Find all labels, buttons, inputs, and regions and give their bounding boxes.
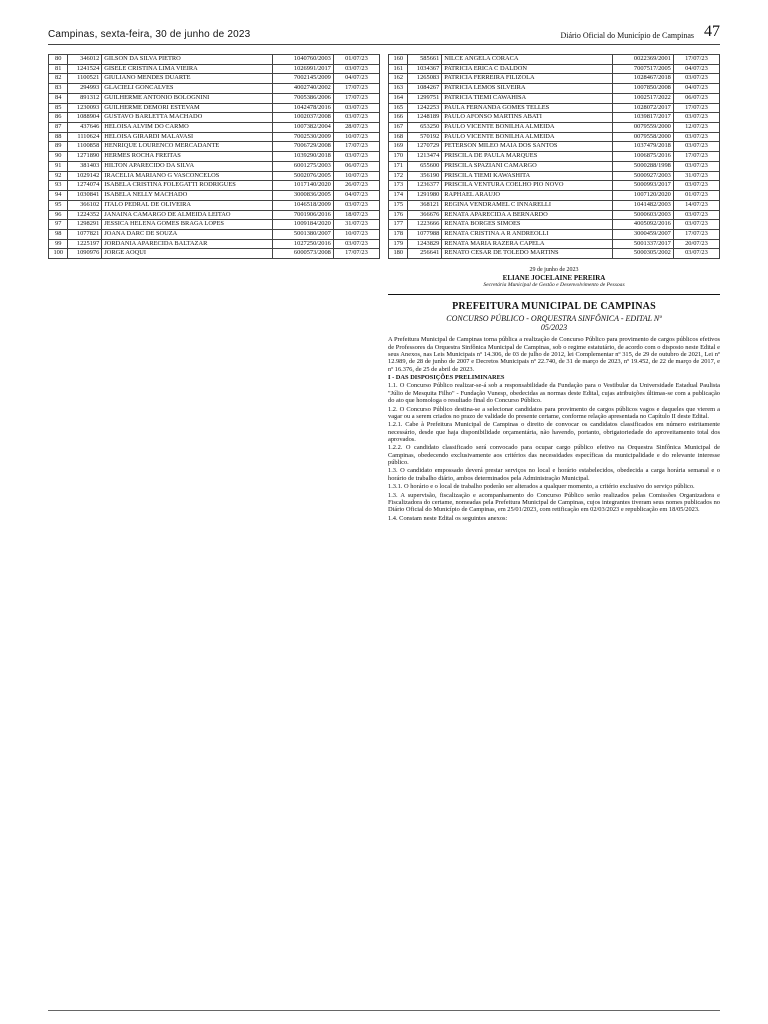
registration: 1224352 xyxy=(68,210,102,220)
date: 17/07/23 xyxy=(673,103,719,113)
employee-name: JOANA DARC DE SOUZA xyxy=(102,229,273,239)
registration: 1077988 xyxy=(408,229,442,239)
table-row xyxy=(49,161,380,171)
table-row xyxy=(389,181,720,191)
table-row xyxy=(49,142,380,152)
row-number: 176 xyxy=(389,210,408,220)
table-row xyxy=(49,239,380,249)
table-row xyxy=(389,93,720,103)
row-number: 177 xyxy=(389,220,408,230)
row-number: 95 xyxy=(49,200,68,210)
employee-name: JESSICA HELENA GOMES BRAGA LOPES xyxy=(102,220,273,230)
table-row xyxy=(49,55,380,65)
registration: 585661 xyxy=(408,55,442,65)
employee-name: IRACELIA MARIANO G VASCONCELOS xyxy=(102,171,273,181)
process-number: 7002145/2009 xyxy=(273,74,333,84)
row-number: 167 xyxy=(389,123,408,133)
signature-role: Secretária Municipal de Gestão e Desenvolvimento de Pessoas xyxy=(483,282,625,289)
table-row xyxy=(49,229,380,239)
registration: 1270729 xyxy=(408,142,442,152)
date: 03/07/23 xyxy=(673,161,719,171)
employee-name: RENATA BORGES SIMOES xyxy=(442,220,613,230)
right-column xyxy=(388,54,720,523)
date: 17/07/23 xyxy=(333,84,379,94)
date: 10/07/23 xyxy=(333,171,379,181)
row-number: 90 xyxy=(49,152,68,162)
employee-name: PAULO AFONSO MARTINS ABATI xyxy=(442,113,613,123)
notice-p1-3: 1.3. O candidato empossado deverá prestar serviços no local e horário estabelecidos, obedecida a carga horária semanal e o horário de trabalho diário, ambos determinados pela Administração Municipal. xyxy=(388,467,720,482)
employee-name: ISABELA NELLY MACHADO xyxy=(102,191,273,201)
row-number: 165 xyxy=(389,103,408,113)
page-number: 47 xyxy=(704,23,720,40)
employee-name: PAULA FERNANDA GOMES TELLES xyxy=(442,103,613,113)
header-rule xyxy=(48,44,720,45)
table-row xyxy=(389,220,720,230)
table-row xyxy=(49,191,380,201)
registration: 366676 xyxy=(408,210,442,220)
table-row xyxy=(389,132,720,142)
date: 17/07/23 xyxy=(673,55,719,65)
employee-name: PATRICIA TIEMI CAWAHISA xyxy=(442,93,613,103)
row-number: 162 xyxy=(389,74,408,84)
date: 03/07/23 xyxy=(673,210,719,220)
employee-name: PAULO VICENTE BONILHA ALMEIDA xyxy=(442,123,613,133)
registration: 1110624 xyxy=(68,132,102,142)
employee-name: RENATO CESAR DE TOLEDO MARTINS xyxy=(442,249,613,259)
process-number: 7006729/2008 xyxy=(273,142,333,152)
employee-name: PAULO VICENTE BONILHA ALMEIDA xyxy=(442,132,613,142)
employee-name: GUSTAVO BARLETTA MACHADO xyxy=(102,113,273,123)
row-number: 81 xyxy=(49,64,68,74)
table-row xyxy=(49,103,380,113)
row-number: 92 xyxy=(49,171,68,181)
date: 17/07/23 xyxy=(333,142,379,152)
table-row xyxy=(389,200,720,210)
registration: 891312 xyxy=(68,93,102,103)
date: 10/07/23 xyxy=(333,229,379,239)
registration: 1274074 xyxy=(68,181,102,191)
table-row xyxy=(49,132,380,142)
row-number: 171 xyxy=(389,161,408,171)
process-number: 5002076/2005 xyxy=(273,171,333,181)
row-number: 86 xyxy=(49,113,68,123)
table-row xyxy=(49,113,380,123)
notice-section-i: I - DAS DISPOSIÇÕES PRELIMINARES xyxy=(388,374,505,382)
date: 28/07/23 xyxy=(333,123,379,133)
table-row xyxy=(389,84,720,94)
row-number: 80 xyxy=(49,55,68,65)
process-number: 6001275/2003 xyxy=(273,161,333,171)
table-row xyxy=(389,123,720,133)
process-number: 1028467/2018 xyxy=(613,74,673,84)
process-number: 5001380/2007 xyxy=(273,229,333,239)
process-number: 3000836/2005 xyxy=(273,191,333,201)
employee-name: GLACIELI GONCALVES xyxy=(102,84,273,94)
date: 31/07/23 xyxy=(333,220,379,230)
process-number: 1002037/2008 xyxy=(273,113,333,123)
notice-p1-4: 1.3. A supervisão, fiscalização e acompanhamento do Concurso Público serão realizados pelas Comissões Organizadora e Fiscalizadora do certame, nomeadas pela Prefeitura Municipal de Campinas, cujos integrantes tiveram seus nomes publicados no Diário Oficial do Município de Campinas, em 25/01/2023, com retificação em 02/03/2023 e republicação em 18/05/2023. xyxy=(388,491,720,514)
row-number: 83 xyxy=(49,84,68,94)
process-number: 5000603/2003 xyxy=(613,210,673,220)
row-number: 88 xyxy=(49,132,68,142)
table-row xyxy=(389,113,720,123)
date: 17/07/23 xyxy=(673,152,719,162)
row-number: 94 xyxy=(49,191,68,201)
table-row xyxy=(389,229,720,239)
row-number: 172 xyxy=(389,171,408,181)
date: 10/07/23 xyxy=(333,132,379,142)
process-number: 7001906/2016 xyxy=(273,210,333,220)
registration: 1271890 xyxy=(68,152,102,162)
process-number: 5000993/2017 xyxy=(613,181,673,191)
registration: 1241524 xyxy=(68,64,102,74)
process-number: 4005092/2016 xyxy=(613,220,673,230)
date: 17/07/23 xyxy=(673,229,719,239)
table-row xyxy=(49,249,380,259)
row-number: 161 xyxy=(389,64,408,74)
process-number: 5000927/2003 xyxy=(613,171,673,181)
registration: 1299751 xyxy=(408,93,442,103)
signature-name: ELIANE JOCELAINE PEREIRA xyxy=(502,273,606,282)
process-number: 1006875/2016 xyxy=(613,152,673,162)
employee-name: HILTON APARECIDO DA SILVA xyxy=(102,161,273,171)
process-number: 1007382/2004 xyxy=(273,123,333,133)
left-column xyxy=(48,54,380,523)
table-row xyxy=(389,64,720,74)
notice-subtitle: CONCURSO PÚBLICO - ORQUESTRA SINFÔNICA - EDITAL Nº xyxy=(446,313,662,323)
registration: 437646 xyxy=(68,123,102,133)
process-number: 1046518/2009 xyxy=(273,200,333,210)
notice-subtitle-2: 05/2023 xyxy=(540,323,568,333)
date: 06/07/23 xyxy=(673,93,719,103)
process-number: 1026991/2017 xyxy=(273,64,333,74)
table-row xyxy=(389,191,720,201)
registration: 570192 xyxy=(408,132,442,142)
row-number: 96 xyxy=(49,210,68,220)
date: 03/07/23 xyxy=(333,103,379,113)
date: 03/07/23 xyxy=(673,181,719,191)
date: 04/07/23 xyxy=(333,74,379,84)
table-row xyxy=(389,152,720,162)
process-number: 7007517/2005 xyxy=(613,64,673,74)
header-right xyxy=(560,24,720,40)
employee-name: JORDANIA APARECIDA BALTAZAR xyxy=(102,239,273,249)
row-number: 85 xyxy=(49,103,68,113)
process-number: 1037479/2018 xyxy=(613,142,673,152)
notice-p1-1: 1.1. O Concurso Público realizar-se-á sob a responsabilidade da Fundação para o Vestibular da Universidade Estadual Paulista "Júlio de Mesquita Filho" - Fundação Vunesp, obedecidas as normas deste Edital, cujas atribuições últimas-se com a publicação do ato que homologa o resultado final do Concurso Público. xyxy=(388,382,720,405)
date: 03/07/23 xyxy=(333,113,379,123)
row-number: 87 xyxy=(49,123,68,133)
process-number: 1040760/2003 xyxy=(273,55,333,65)
row-number: 98 xyxy=(49,229,68,239)
notice-p1-5: 1.4. Constam neste Edital os seguintes anexos: xyxy=(388,514,508,522)
employee-name: RENATA MARIA RAZERA CAPELA xyxy=(442,239,613,249)
table-row xyxy=(389,171,720,181)
registration: 1213474 xyxy=(408,152,442,162)
registration: 294993 xyxy=(68,84,102,94)
notice-p1-2-1: 1.2.1. Cabe à Prefeitura Municipal de Campinas o direito de convocar os candidatos classificados em número estritamente necessário, desde que haja disponibilidade orçamentária, não havendo, portanto, obrigatoriedade do aproveitamento total dos aprovados. xyxy=(388,421,720,443)
registration: 1223666 xyxy=(408,220,442,230)
date: 04/07/23 xyxy=(333,191,379,201)
process-number: 1039290/2018 xyxy=(273,152,333,162)
date: 01/07/23 xyxy=(333,55,379,65)
table-row xyxy=(389,142,720,152)
row-number: 89 xyxy=(49,142,68,152)
employee-name: JANAINA CAMARGO DE ALMEIDA LEITAO xyxy=(102,210,273,220)
date: 03/07/23 xyxy=(673,142,719,152)
process-number: 1039817/2017 xyxy=(613,113,673,123)
signature-date: 29 de junho de 2023 xyxy=(529,267,579,274)
registration: 1248189 xyxy=(408,113,442,123)
process-number: 1042478/2016 xyxy=(273,103,333,113)
row-number: 179 xyxy=(389,239,408,249)
header-date: Campinas, sexta-feira, 30 de junho de 2023 xyxy=(48,29,251,40)
employee-name: HENRIQUE LOURENCO MERCADANTE xyxy=(102,142,273,152)
row-number: 91 xyxy=(49,161,68,171)
date: 18/07/23 xyxy=(333,210,379,220)
date: 03/07/23 xyxy=(333,200,379,210)
date: 03/07/23 xyxy=(333,64,379,74)
registration: 1034367 xyxy=(408,64,442,74)
date: 03/07/23 xyxy=(673,132,719,142)
registration: 1230093 xyxy=(68,103,102,113)
header-diario: Diário Oficial do Município de Campinas xyxy=(560,31,694,40)
registration: 1265083 xyxy=(408,74,442,84)
date: 03/07/23 xyxy=(673,113,719,123)
date: 14/07/23 xyxy=(673,200,719,210)
employee-name: NILCE ANGELA CORACA xyxy=(442,55,613,65)
registration: 366102 xyxy=(68,200,102,210)
date: 03/07/23 xyxy=(673,74,719,84)
table-row xyxy=(389,210,720,220)
table-row xyxy=(389,103,720,113)
table-row xyxy=(49,74,380,84)
employee-name: REGINA VENDRAMEL C INNARELLI xyxy=(442,200,613,210)
row-number: 97 xyxy=(49,220,68,230)
date: 26/07/23 xyxy=(333,181,379,191)
employee-name: PRISCILA VENTURA COELHO PIO NOVO xyxy=(442,181,613,191)
registration: 256641 xyxy=(408,249,442,259)
table-row xyxy=(49,181,380,191)
employee-name: JORGE AOQUI xyxy=(102,249,273,259)
employee-name: HERMES ROCHA FREITAS xyxy=(102,152,273,162)
registration: 1088904 xyxy=(68,113,102,123)
row-number: 164 xyxy=(389,93,408,103)
row-number: 168 xyxy=(389,132,408,142)
registration: 368121 xyxy=(408,200,442,210)
date: 03/07/23 xyxy=(673,249,719,259)
employee-name: GIULIANO MENDES DUARTE xyxy=(102,74,273,84)
employee-name: RAPHAEL ARAUJO xyxy=(442,191,613,201)
table-row xyxy=(49,210,380,220)
employee-name: PATRICIA FERREIRA FILIZOLA xyxy=(442,74,613,84)
process-number: 5001337/2017 xyxy=(613,239,673,249)
registration: 1225197 xyxy=(68,239,102,249)
row-number: 100 xyxy=(49,249,68,259)
process-number: 4002740/2002 xyxy=(273,84,333,94)
registration: 381403 xyxy=(68,161,102,171)
date: 31/07/23 xyxy=(673,171,719,181)
notice-p1-2-2: 1.2.2. O candidato classificado será convocado para ocupar cargo público efetivo na Orquestra Sinfônica Municipal de Campinas, obedecendo exclusivamente aos critérios das necessidades específicas da municipalidade e do relevante interesse público. xyxy=(388,444,720,467)
date: 12/07/23 xyxy=(673,123,719,133)
date: 01/07/23 xyxy=(673,191,719,201)
registration: 1100521 xyxy=(68,74,102,84)
date: 06/07/23 xyxy=(333,161,379,171)
employee-name: RENATA APARECIDA A BERNARDO xyxy=(442,210,613,220)
signature-rule xyxy=(388,294,720,295)
process-number: 3000459/2007 xyxy=(613,229,673,239)
table-row xyxy=(49,123,380,133)
signature-block xyxy=(388,267,720,288)
table-row xyxy=(49,200,380,210)
date: 04/07/23 xyxy=(673,64,719,74)
registration: 653250 xyxy=(408,123,442,133)
row-number: 160 xyxy=(389,55,408,65)
row-number: 170 xyxy=(389,152,408,162)
process-number: 1009184/2020 xyxy=(273,220,333,230)
row-number: 175 xyxy=(389,200,408,210)
registration: 356190 xyxy=(408,171,442,181)
employee-name: ISABELA CRISTINA FOLEGATTI RODRIGUES xyxy=(102,181,273,191)
page-header xyxy=(48,18,720,40)
table-row xyxy=(389,161,720,171)
employee-name: GUILHERME ANTONIO BOLOGNINI xyxy=(102,93,273,103)
left-table xyxy=(48,54,380,259)
notice-intro: A Prefeitura Municipal de Campinas torna pública a realização de Concurso Público para provimento de cargos públicos efetivos de Professores da Orquestra Sinfônica Municipal de Campinas, sob o regime estatutário, de acordo com o disposto neste Edital e seus Anexos, nas Leis Municipais nº 14.306, de 03 de julho de 2012, lei Complementar nº 315, de 29 de outubro de 2021, Lei nº 12.989, de 28 de junho de 2007 e Decretos Municipais nº 22.740, de 31 de março de 2023, nº 19.452, de 22 de março de 2017, e nº 16.376, de 25 de abril de 2023. xyxy=(388,336,720,373)
employee-name: PRISCILA DE PAULA MARQUES xyxy=(442,152,613,162)
row-number: 173 xyxy=(389,181,408,191)
notice-p1-2: 1.2. O Concurso Público destina-se a selecionar candidatos para provimento de cargos públicos vagos e daqueles que vierem a vagar ou a serem criados no prazo de validade do presente certame, conforme relação apresentada no Capítulo II deste Edital. xyxy=(388,405,720,420)
employee-name: PATRICIA ERICA C DALDON xyxy=(442,64,613,74)
process-number: 1028072/2017 xyxy=(613,103,673,113)
table-row xyxy=(49,220,380,230)
table-row xyxy=(389,239,720,249)
content-columns xyxy=(48,54,720,523)
table-row xyxy=(49,93,380,103)
process-number: 7002530/2009 xyxy=(273,132,333,142)
table-row xyxy=(49,171,380,181)
date: 03/07/23 xyxy=(673,220,719,230)
process-number: 1041482/2003 xyxy=(613,200,673,210)
date: 03/07/23 xyxy=(333,239,379,249)
process-number: 0022369/2001 xyxy=(613,55,673,65)
process-number: 1027250/2016 xyxy=(273,239,333,249)
registration: 1100858 xyxy=(68,142,102,152)
process-number: 7005386/2006 xyxy=(273,93,333,103)
row-number: 99 xyxy=(49,239,68,249)
row-number: 163 xyxy=(389,84,408,94)
process-number: 1007120/2020 xyxy=(613,191,673,201)
employee-name: PATRICIA LEMOS SILVEIRA xyxy=(442,84,613,94)
registration: 1030841 xyxy=(68,191,102,201)
employee-name: ITALO PEDRAL DE OLIVEIRA xyxy=(102,200,273,210)
process-number: 5000305/2002 xyxy=(613,249,673,259)
row-number: 178 xyxy=(389,229,408,239)
registration: 1084267 xyxy=(408,84,442,94)
row-number: 169 xyxy=(389,142,408,152)
table-row xyxy=(49,84,380,94)
process-number: 1002517/2022 xyxy=(613,93,673,103)
row-number: 93 xyxy=(49,181,68,191)
process-number: 0079558/2000 xyxy=(613,132,673,142)
registration: 1242253 xyxy=(408,103,442,113)
employee-name: GISELE CRISTINA LIMA VIEIRA xyxy=(102,64,273,74)
date: 20/07/23 xyxy=(673,239,719,249)
registration: 1236377 xyxy=(408,181,442,191)
footer-rule xyxy=(48,1010,720,1011)
process-number: 1017140/2020 xyxy=(273,181,333,191)
date: 04/07/23 xyxy=(673,84,719,94)
right-table xyxy=(388,54,720,259)
employee-name: HELOISA ALVIM DO CARMO xyxy=(102,123,273,133)
process-number: 1007850/2008 xyxy=(613,84,673,94)
registration: 1298291 xyxy=(68,220,102,230)
registration: 1090976 xyxy=(68,249,102,259)
employee-name: PRISCILA TIEMI KAWASHITA xyxy=(442,171,613,181)
table-row xyxy=(49,152,380,162)
row-number: 84 xyxy=(49,93,68,103)
table-row xyxy=(49,64,380,74)
employee-name: GUILHERME DEMORI ESTEVAM xyxy=(102,103,273,113)
registration: 1243829 xyxy=(408,239,442,249)
process-number: 6000573/2008 xyxy=(273,249,333,259)
row-number: 82 xyxy=(49,74,68,84)
registration: 655600 xyxy=(408,161,442,171)
table-row xyxy=(389,55,720,65)
date: 17/07/23 xyxy=(333,249,379,259)
date: 17/07/23 xyxy=(333,93,379,103)
registration: 1291980 xyxy=(408,191,442,201)
employee-name: PETERSON MILEO MAIA DOS SANTOS xyxy=(442,142,613,152)
registration: 1077821 xyxy=(68,229,102,239)
table-row xyxy=(389,249,720,259)
registration: 1029142 xyxy=(68,171,102,181)
process-number: 5000288/1998 xyxy=(613,161,673,171)
registration: 346012 xyxy=(68,55,102,65)
row-number: 174 xyxy=(389,191,408,201)
employee-name: PRISCILA SPAZIANI CAMARGO xyxy=(442,161,613,171)
employee-name: HELOISA GIRARDI MALAVASI xyxy=(102,132,273,142)
employee-name: RENATA CRISTINA A R ANDREOLLI xyxy=(442,229,613,239)
process-number: 0079559/2000 xyxy=(613,123,673,133)
table-row xyxy=(389,74,720,84)
row-number: 166 xyxy=(389,113,408,123)
notice-title: PREFEITURA MUNICIPAL DE CAMPINAS xyxy=(452,301,656,313)
employee-name: GILSON DA SILVA PIETRO xyxy=(102,55,273,65)
row-number: 180 xyxy=(389,249,408,259)
notice-p1-3-1: 1.3.1. O horário e o local de trabalho poderão ser alterados a qualquer momento, a critério exclusivo do serviço público. xyxy=(388,483,695,491)
date: 03/07/23 xyxy=(333,152,379,162)
